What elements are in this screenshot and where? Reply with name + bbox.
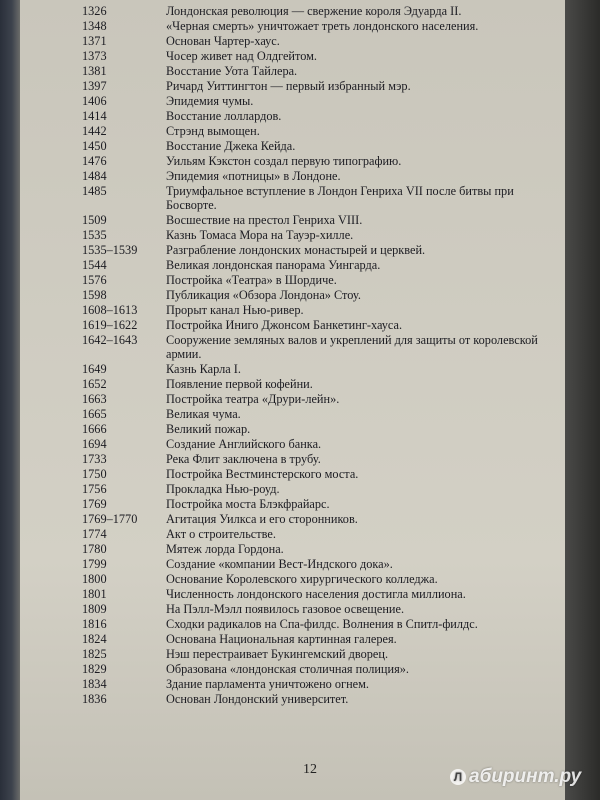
entry-year: 1642–1643 bbox=[82, 333, 138, 347]
entry-year: 1476 bbox=[82, 154, 107, 168]
entry-year: 1666 bbox=[82, 422, 107, 436]
entry-event: Сходки радикалов на Спа-филдс. Волнения в Спитл-филдс. bbox=[166, 617, 478, 631]
entry-year: 1576 bbox=[82, 273, 107, 287]
entry-year: 1406 bbox=[82, 94, 107, 108]
entry-event: Основан Лондонский университет. bbox=[166, 692, 349, 706]
entry-event: Уильям Кэкстон создал первую типографию. bbox=[166, 154, 402, 168]
entry-year: 1326 bbox=[82, 4, 107, 18]
entry-event: Восшествие на престол Генриха VIII. bbox=[166, 213, 363, 227]
chronology-row bbox=[50, 258, 540, 273]
entry-event: Восстание лоллардов. bbox=[166, 109, 282, 123]
entry-event: Акт о строительстве. bbox=[166, 527, 276, 541]
chronology-row bbox=[50, 124, 540, 139]
entry-year: 1801 bbox=[82, 587, 107, 601]
entry-event: Агитация Уилкса и его сторонников. bbox=[166, 512, 358, 526]
entry-event: Постройка Иниго Джонсом Банкетинг-хауса. bbox=[166, 318, 403, 332]
entry-event: Основан Чартер-хаус. bbox=[166, 34, 280, 48]
background-edge bbox=[565, 0, 600, 800]
entry-event: На Пэлл-Мэлл появилось газовое освещение. bbox=[166, 602, 405, 616]
entry-year: 1544 bbox=[82, 258, 107, 272]
chronology-row bbox=[50, 273, 540, 288]
entry-year: 1509 bbox=[82, 213, 107, 227]
chronology-row bbox=[50, 139, 540, 154]
chronology-row bbox=[50, 19, 540, 34]
entry-event: Постройка моста Блэкфрайарс. bbox=[166, 497, 330, 511]
chronology-row bbox=[50, 617, 540, 632]
chronology-row bbox=[50, 467, 540, 482]
entry-event: Река Флит заключена в трубу. bbox=[166, 452, 321, 466]
chronology-row bbox=[50, 482, 540, 497]
entry-year: 1535–1539 bbox=[82, 243, 138, 257]
entry-event: Сооружение земляных валов и укреплений для защиты от королевской армии. bbox=[166, 333, 538, 361]
chronology-row bbox=[50, 407, 540, 422]
entry-year: 1619–1622 bbox=[82, 318, 138, 332]
entry-year: 1373 bbox=[82, 49, 107, 63]
entry-event: Нэш перестраивает Букингемский дворец. bbox=[166, 647, 389, 661]
entry-year: 1694 bbox=[82, 437, 107, 451]
entry-year: 1809 bbox=[82, 602, 107, 616]
entry-event: Триумфальное вступление в Лондон Генриха VII после битвы при Босворте. bbox=[166, 184, 514, 212]
entry-event: Чосер живет над Олдгейтом. bbox=[166, 49, 317, 63]
entry-event: Лондонская революция — свержение короля Эдуарда II. bbox=[166, 4, 462, 18]
entry-year: 1371 bbox=[82, 34, 107, 48]
entry-event: Основана Национальная картинная галерея. bbox=[166, 632, 397, 646]
chronology-row bbox=[50, 512, 540, 527]
chronology-row bbox=[50, 437, 540, 452]
entry-year: 1800 bbox=[82, 572, 107, 586]
entry-event: Основание Королевского хирургического колледжа. bbox=[166, 572, 438, 586]
chronology-row bbox=[50, 557, 540, 572]
chronology-row bbox=[50, 79, 540, 94]
entry-event: Эпидемия чумы. bbox=[166, 94, 254, 108]
entry-year: 1750 bbox=[82, 467, 107, 481]
entry-year: 1665 bbox=[82, 407, 107, 421]
chronology-row bbox=[50, 213, 540, 228]
entry-event: Эпидемия «потницы» в Лондоне. bbox=[166, 169, 341, 183]
entry-year: 1348 bbox=[82, 19, 107, 33]
chronology-row bbox=[50, 662, 540, 677]
entry-event: Прокладка Нью-роуд. bbox=[166, 482, 280, 496]
entry-year: 1769–1770 bbox=[82, 512, 138, 526]
entry-year: 1733 bbox=[82, 452, 107, 466]
entry-event: Казнь Карла I. bbox=[166, 362, 241, 376]
chronology-row bbox=[50, 632, 540, 647]
entry-event: Прорыт канал Нью-ривер. bbox=[166, 303, 304, 317]
entry-year: 1485 bbox=[82, 184, 107, 198]
entry-event: Великая лондонская панорама Уингарда. bbox=[166, 258, 381, 272]
entry-year: 1652 bbox=[82, 377, 107, 391]
watermark bbox=[450, 766, 581, 788]
book-page bbox=[20, 0, 565, 800]
chronology-list bbox=[50, 4, 540, 707]
chronology-row bbox=[50, 64, 540, 79]
chronology-row bbox=[50, 497, 540, 512]
chronology-row bbox=[50, 677, 540, 692]
chronology-row bbox=[50, 647, 540, 662]
chronology-row bbox=[50, 318, 540, 333]
chronology-row bbox=[50, 288, 540, 303]
chronology-row bbox=[50, 303, 540, 318]
chronology-row bbox=[50, 184, 540, 212]
entry-event: Постройка «Театра» в Шордиче. bbox=[166, 273, 337, 287]
chronology-row bbox=[50, 587, 540, 602]
chronology-row bbox=[50, 228, 540, 243]
entry-year: 1397 bbox=[82, 79, 107, 93]
chronology-row bbox=[50, 49, 540, 64]
entry-year: 1608–1613 bbox=[82, 303, 138, 317]
chronology-row bbox=[50, 154, 540, 169]
entry-event: Создание Английского банка. bbox=[166, 437, 322, 451]
entry-year: 1484 bbox=[82, 169, 107, 183]
entry-event: Мятеж лорда Гордона. bbox=[166, 542, 284, 556]
entry-year: 1836 bbox=[82, 692, 107, 706]
chronology-row bbox=[50, 4, 540, 19]
chronology-row bbox=[50, 362, 540, 377]
entry-event: Здание парламента уничтожено огнем. bbox=[166, 677, 369, 691]
entry-year: 1816 bbox=[82, 617, 107, 631]
watermark-text: абиринт.ру bbox=[469, 766, 582, 787]
entry-year: 1780 bbox=[82, 542, 107, 556]
entry-event: Образована «лондонская столичная полиция». bbox=[166, 662, 409, 676]
entry-year: 1829 bbox=[82, 662, 107, 676]
entry-year: 1414 bbox=[82, 109, 107, 123]
chronology-row bbox=[50, 692, 540, 707]
entry-event: Великий пожар. bbox=[166, 422, 251, 436]
entry-year: 1799 bbox=[82, 557, 107, 571]
entry-year: 1769 bbox=[82, 497, 107, 511]
entry-year: 1442 bbox=[82, 124, 107, 138]
entry-event: Публикация «Обзора Лондона» Стоу. bbox=[166, 288, 361, 302]
entry-event: Казнь Томаса Мора на Тауэр-хилле. bbox=[166, 228, 354, 242]
chronology-row bbox=[50, 392, 540, 407]
chronology-row bbox=[50, 94, 540, 109]
chronology-row bbox=[50, 243, 540, 258]
chronology-row bbox=[50, 527, 540, 542]
entry-event: Ричард Уиттингтон — первый избранный мэр. bbox=[166, 79, 411, 93]
book-spine-shadow bbox=[0, 0, 20, 800]
entry-year: 1663 bbox=[82, 392, 107, 406]
page-number: 12 bbox=[303, 762, 317, 777]
entry-year: 1756 bbox=[82, 482, 107, 496]
chronology-row bbox=[50, 169, 540, 184]
entry-year: 1825 bbox=[82, 647, 107, 661]
entry-year: 1774 bbox=[82, 527, 107, 541]
labirint-logo-icon: Л bbox=[450, 769, 466, 785]
entry-event: Стрэнд вымощен. bbox=[166, 124, 260, 138]
entry-year: 1598 bbox=[82, 288, 107, 302]
entry-year: 1381 bbox=[82, 64, 107, 78]
entry-year: 1649 bbox=[82, 362, 107, 376]
chronology-row bbox=[50, 452, 540, 467]
chronology-row bbox=[50, 34, 540, 49]
chronology-row bbox=[50, 422, 540, 437]
chronology-row bbox=[50, 377, 540, 392]
entry-event: Восстание Джека Кейда. bbox=[166, 139, 296, 153]
entry-event: Великая чума. bbox=[166, 407, 241, 421]
entry-year: 1450 bbox=[82, 139, 107, 153]
entry-year: 1535 bbox=[82, 228, 107, 242]
entry-event: «Черная смерть» уничтожает треть лондонского населения. bbox=[166, 19, 479, 33]
entry-event: Численность лондонского населения достигла миллиона. bbox=[166, 587, 466, 601]
chronology-row bbox=[50, 542, 540, 557]
chronology-row bbox=[50, 333, 540, 361]
chronology-row bbox=[50, 109, 540, 124]
entry-year: 1824 bbox=[82, 632, 107, 646]
entry-year: 1834 bbox=[82, 677, 107, 691]
chronology-row bbox=[50, 602, 540, 617]
entry-event: Постройка Вестминстерского моста. bbox=[166, 467, 359, 481]
chronology-row bbox=[50, 572, 540, 587]
entry-event: Появление первой кофейни. bbox=[166, 377, 313, 391]
entry-event: Постройка театра «Друри-лейн». bbox=[166, 392, 340, 406]
entry-event: Создание «компании Вест-Индского дока». bbox=[166, 557, 393, 571]
entry-event: Разграбление лондонских монастырей и церквей. bbox=[166, 243, 426, 257]
entry-event: Восстание Уота Тайлера. bbox=[166, 64, 298, 78]
